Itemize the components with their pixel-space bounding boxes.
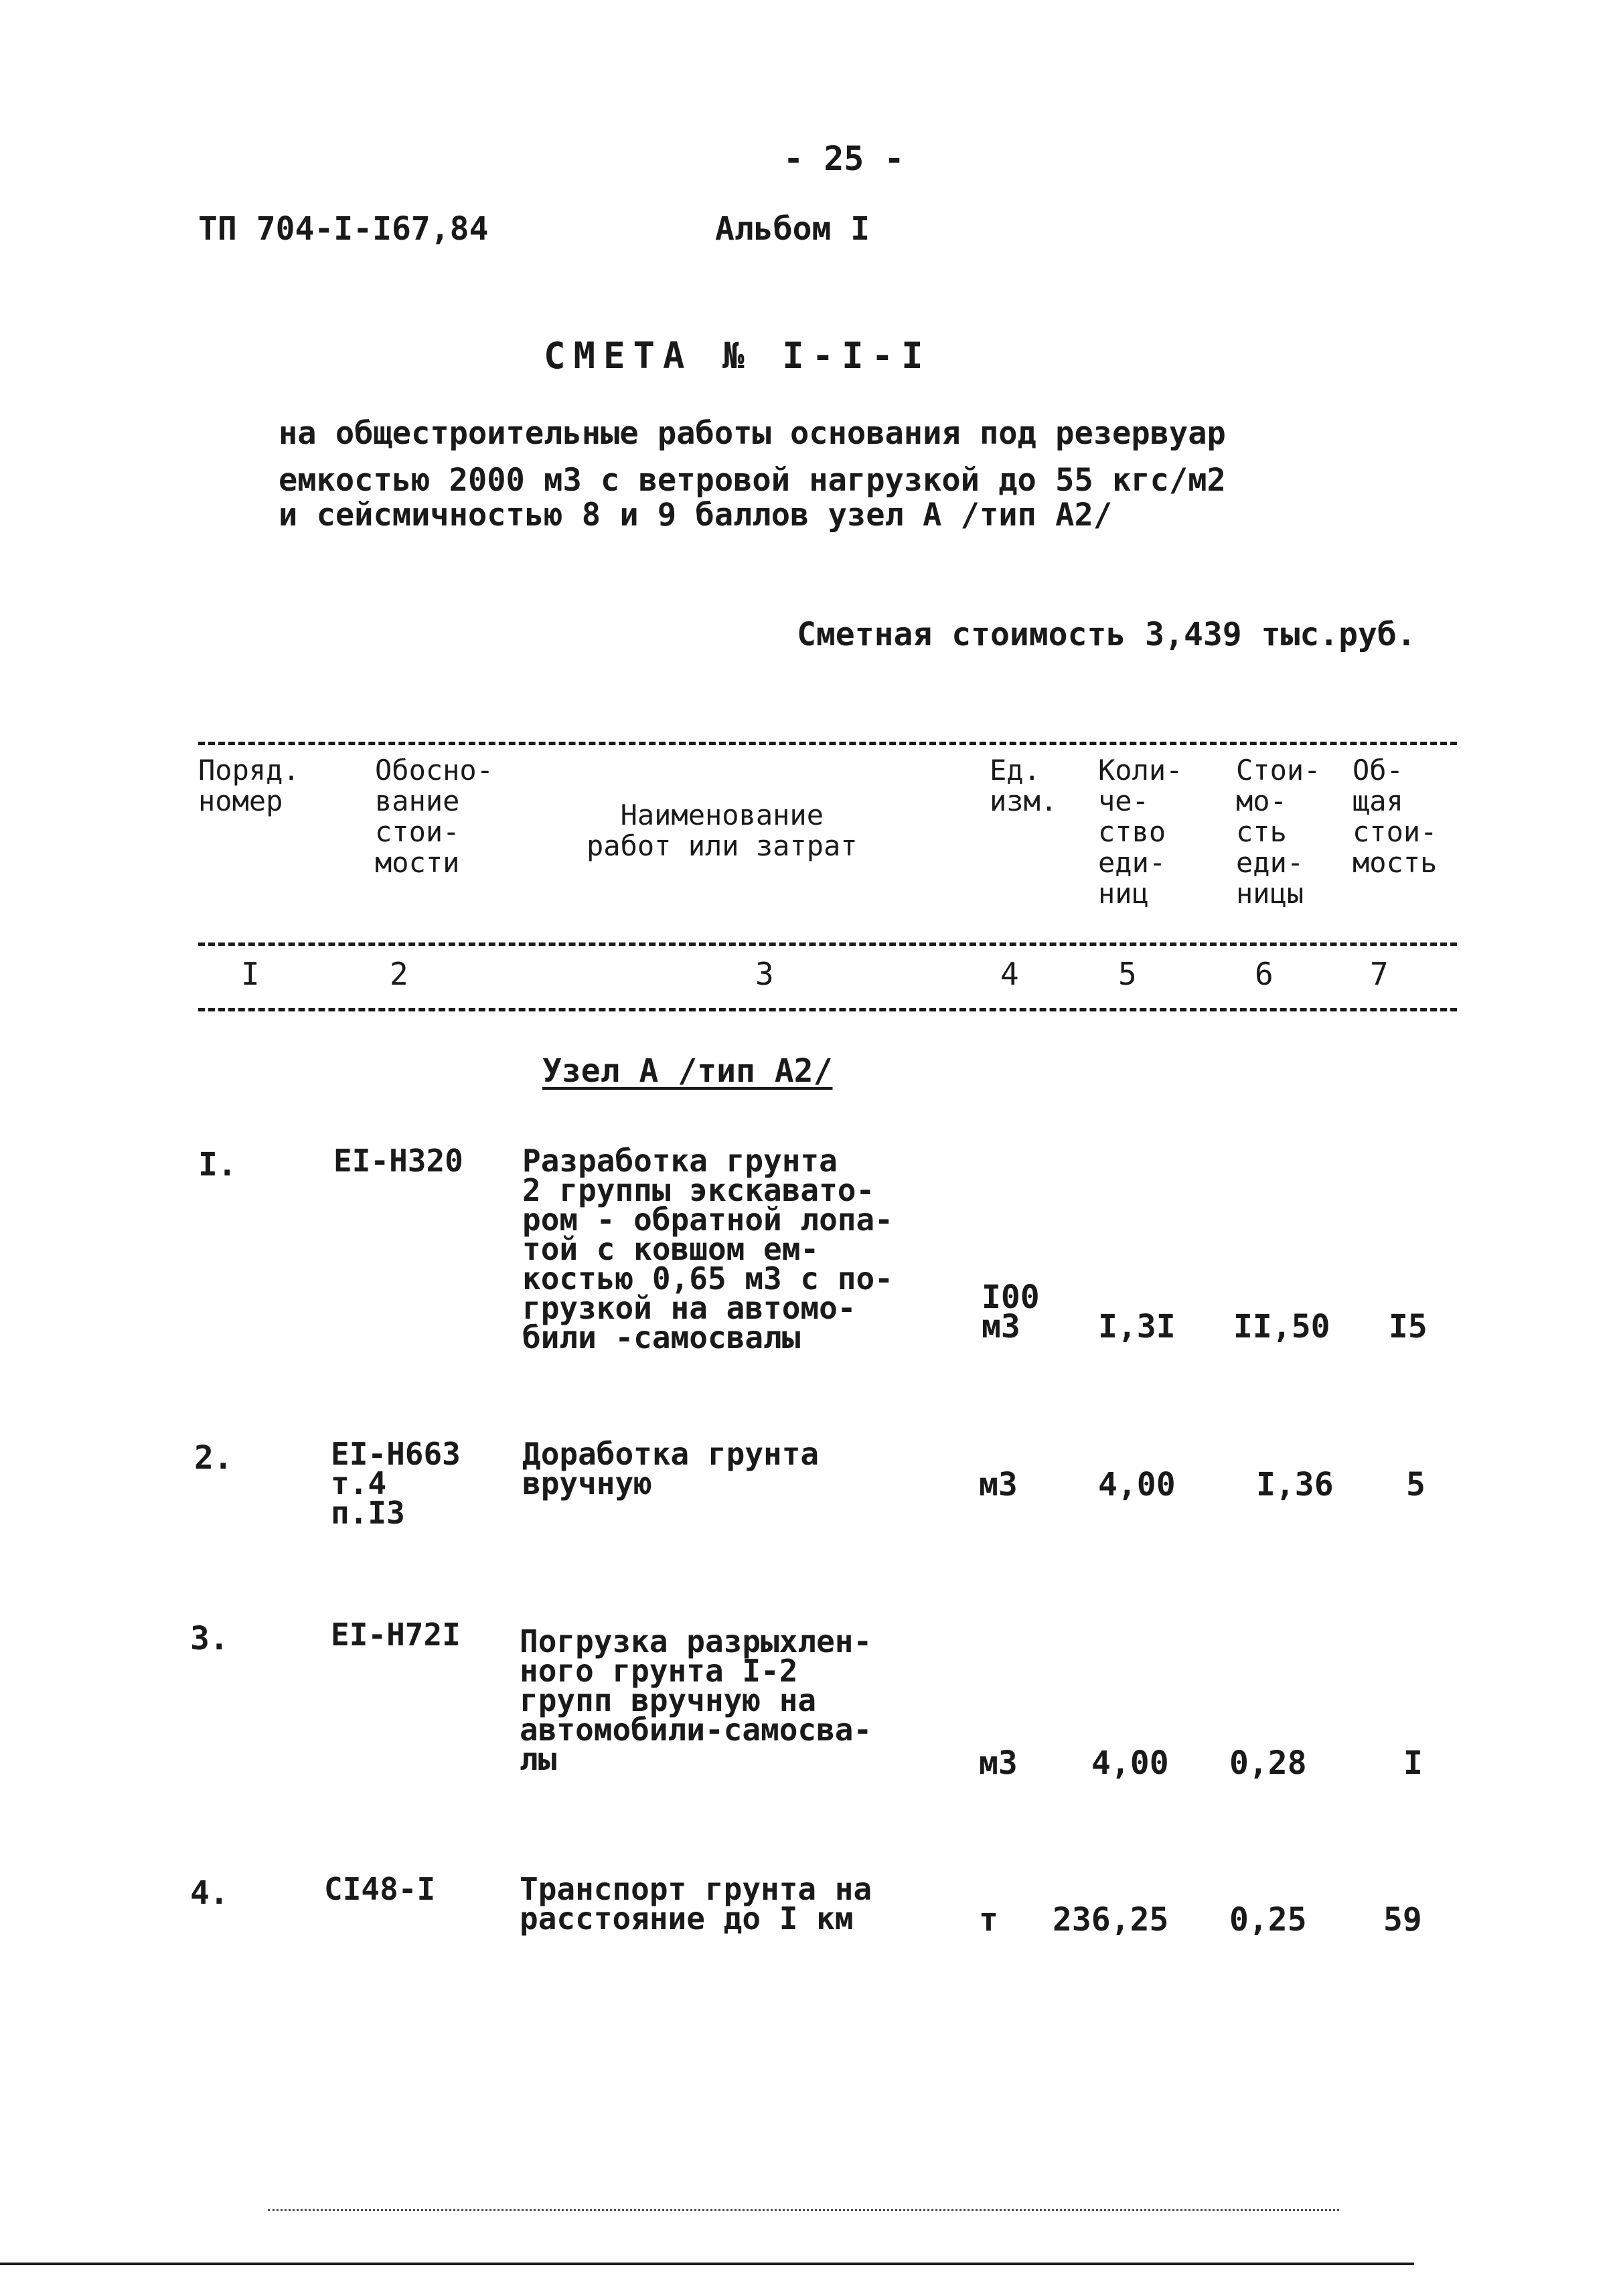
- table-row-number: I.: [198, 1146, 237, 1183]
- column-number: 5: [1118, 956, 1137, 992]
- table-row-total: 59: [1383, 1901, 1422, 1939]
- table-row-unit-cost: I,36: [1256, 1466, 1334, 1503]
- column-header-order-number: Поряд. номер: [198, 754, 300, 817]
- bottom-dotted-line: [268, 2209, 1339, 2211]
- column-header-unit: Ед. изм.: [990, 754, 1058, 817]
- table-row-number: 2.: [194, 1439, 233, 1477]
- table-row-code: EI-H320: [333, 1143, 463, 1179]
- column-number: 3: [755, 956, 774, 992]
- document-code: ТП 704-I-I67,84: [198, 210, 489, 248]
- description-line: на общестроительные работы основания под резервуар: [279, 415, 1226, 452]
- column-header-work-name: Наименование работ или затрат: [587, 799, 858, 862]
- table-row-number: 3.: [190, 1620, 229, 1657]
- column-number: 7: [1370, 956, 1389, 992]
- album-label: Альбом I: [715, 210, 870, 248]
- table-row-unit: т: [979, 1901, 998, 1939]
- table-row-unit-cost: 0,28: [1229, 1744, 1307, 1782]
- table-row-total: 5: [1406, 1466, 1425, 1503]
- table-row-total: I: [1403, 1744, 1423, 1782]
- table-row-name: Разработка грунта 2 группы экскавато- ром - обратной лопа- той с ковшом ем- костью 0,65 м3 с по- грузкой на автомо- били -самосвалы: [522, 1143, 893, 1356]
- table-row-unit: I00 м3: [982, 1279, 1040, 1345]
- page-number: - 25 -: [783, 139, 905, 178]
- table-row-number: 4.: [190, 1874, 229, 1912]
- column-header-cost-basis: Обосно- вание стои- мости: [375, 754, 494, 879]
- table-row-code: EI-H663 т.4 п.I3: [331, 1436, 461, 1531]
- estimated-cost: Сметная стоимость 3,439 тыс.руб.: [797, 616, 1416, 653]
- table-row-unit: м3: [979, 1466, 1018, 1503]
- table-row-quantity: I,3I: [1098, 1308, 1176, 1345]
- column-header-total-cost: Об- щая стои- мость: [1353, 754, 1438, 879]
- description-line: и сейсмичностью 8 и 9 баллов узел А /тип А2/: [279, 497, 1113, 534]
- estimate-title: СМЕТА № I-I-I: [544, 335, 931, 377]
- column-header-unit-cost: Стои- мо- сть еди- ницы: [1236, 754, 1321, 910]
- table-row-unit: м3: [979, 1744, 1018, 1782]
- table-row-name: Погрузка разрыхлен- ного грунта I-2 групп вручную на автомобили-самосва- лы: [520, 1623, 872, 1777]
- column-header-quantity: Коли- че- ство еди- ниц: [1098, 754, 1183, 910]
- table-top-rule: [198, 742, 1457, 745]
- table-row-unit-cost: II,50: [1233, 1308, 1330, 1345]
- table-row-name: Доработка грунта вручную: [522, 1436, 820, 1501]
- table-row-unit-cost: 0,25: [1229, 1901, 1307, 1939]
- table-numbers-rule: [198, 1008, 1457, 1011]
- section-title: Узел А /тип А2/: [542, 1052, 833, 1090]
- bottom-rule: [0, 2263, 1414, 2265]
- table-header-rule: [198, 942, 1457, 946]
- table-row-name: Транспорт грунта на расстояние до I км: [520, 1871, 872, 1937]
- table-row-code: CI48-I: [324, 1871, 436, 1907]
- column-number: I: [241, 956, 260, 992]
- column-number: 4: [1000, 956, 1019, 992]
- table-row-total: I5: [1389, 1308, 1427, 1345]
- table-row-code: EI-H72I: [331, 1617, 461, 1653]
- table-row-quantity: 236,25: [1053, 1901, 1169, 1939]
- column-number: 2: [390, 956, 408, 992]
- column-number: 6: [1255, 956, 1273, 992]
- table-row-quantity: 4,00: [1091, 1744, 1169, 1782]
- description-line: емкостью 2000 м3 с ветровой нагрузкой до 55 кгс/м2: [279, 462, 1226, 499]
- table-row-quantity: 4,00: [1098, 1466, 1176, 1503]
